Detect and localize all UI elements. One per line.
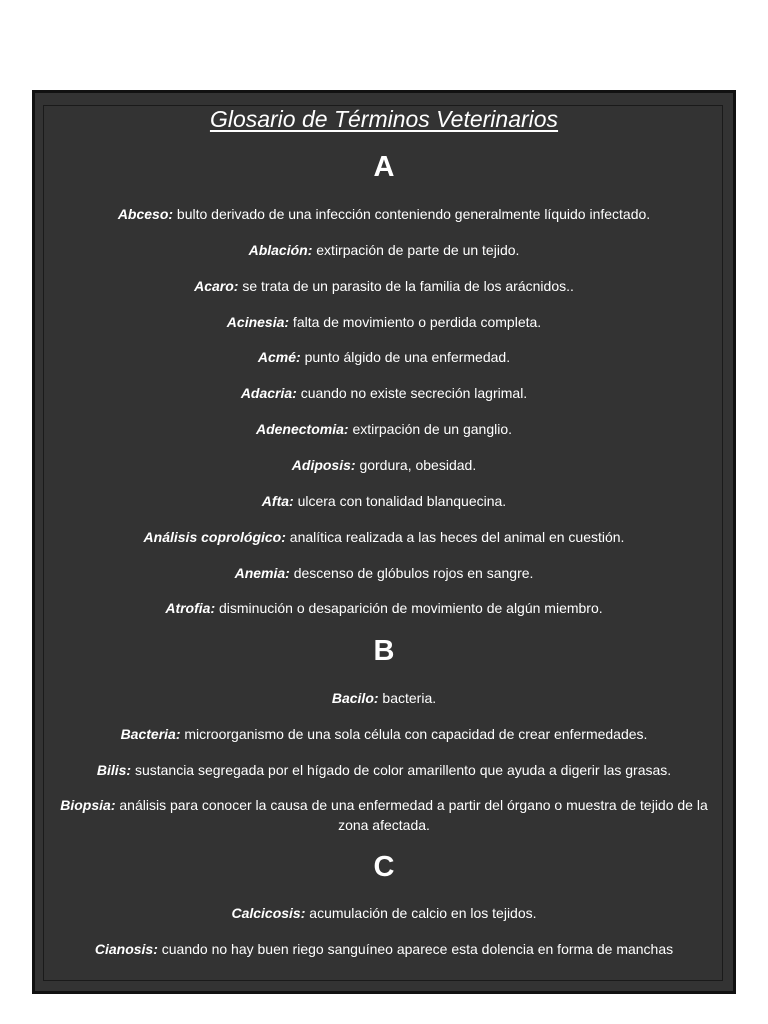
entry-definition: sustancia segregada por el hígado de color amarillento que ayuda a digerir las grasas. <box>131 762 672 778</box>
glossary-entry <box>56 527 712 547</box>
entry-term: Adenectomia: <box>255 421 349 437</box>
entry-definition: extirpación de un ganglio. <box>348 421 513 437</box>
entry-term: Cianosis: <box>94 941 158 957</box>
glossary-entry <box>58 795 710 835</box>
entry-definition: ulcera con tonalidad blanquecina. <box>293 493 507 509</box>
section-letter-a: A <box>373 151 395 183</box>
entry-term: Abceso: <box>117 206 174 222</box>
entry-definition: falta de movimiento o perdida completa. <box>289 314 542 330</box>
glossary-entry <box>56 563 712 583</box>
entry-term: Acinesia: <box>226 314 290 330</box>
entry-term: Bacteria: <box>120 726 181 742</box>
entry-definition: gordura, obesidad. <box>355 457 477 473</box>
glossary-entry <box>56 419 712 439</box>
entry-term: Atrofia: <box>165 600 216 616</box>
glossary-entry <box>56 491 712 511</box>
section-letter-c: C <box>373 851 395 883</box>
glossary-entry <box>56 383 712 403</box>
entry-definition: bacteria. <box>378 690 437 706</box>
entry-definition: analítica realizada a las heces del animal en cuestión. <box>285 529 625 545</box>
entry-term: Adacria: <box>240 385 297 401</box>
glossary-entry <box>56 204 712 224</box>
entry-term: Adiposis: <box>291 457 356 473</box>
entry-definition: cuando no existe secreción lagrimal. <box>296 385 528 401</box>
entry-definition: descenso de glóbulos rojos en sangre. <box>289 565 534 581</box>
glossary-entry <box>56 598 712 618</box>
glossary-entry <box>56 276 712 296</box>
entry-term: Bacilo: <box>331 690 379 706</box>
entry-definition: microorganismo de una sola célula con capacidad de crear enfermedades. <box>180 726 648 742</box>
entry-term: Afta: <box>261 493 294 509</box>
entry-definition: bulto derivado de una infección conteniendo generalmente líquido infectado. <box>173 206 651 222</box>
glossary-entry <box>56 347 712 367</box>
entry-definition: disminución o desaparición de movimiento de algún miembro. <box>215 600 603 616</box>
entry-definition: cuando no hay buen riego sanguíneo aparece esta dolencia en forma de manchas <box>157 941 674 957</box>
glossary-entry <box>56 724 712 744</box>
entry-definition: acumulación de calcio en los tejidos. <box>305 905 537 921</box>
entry-term: Acaro: <box>194 278 239 294</box>
entry-term: Análisis coprológico: <box>143 529 286 545</box>
entry-term: Calcicosis: <box>231 905 306 921</box>
entry-term: Biopsia: <box>60 797 116 813</box>
page-title: Glosario de Términos Veterinarios <box>209 106 559 132</box>
glossary-entry <box>56 688 712 708</box>
entry-term: Ablación: <box>248 242 313 258</box>
glossary-entry <box>56 312 712 332</box>
glossary-entry <box>56 240 712 260</box>
glossary-entry <box>56 455 712 475</box>
section-letter-b: B <box>373 635 395 667</box>
glossary-entry <box>40 939 728 959</box>
entry-term: Acmé: <box>257 349 301 365</box>
entry-definition: análisis para conocer la causa de una enfermedad a partir del órgano o muestra de tejido de la zona afectada. <box>115 797 708 833</box>
entry-definition: se trata de un parasito de la familia de los arácnidos.. <box>238 278 574 294</box>
entry-definition: extirpación de parte de un tejido. <box>312 242 520 258</box>
entry-term: Bilis: <box>96 762 132 778</box>
entry-term: Anemia: <box>234 565 290 581</box>
glossary-entry <box>40 760 728 780</box>
glossary-entry <box>56 903 712 923</box>
entry-definition: punto álgido de una enfermedad. <box>300 349 511 365</box>
